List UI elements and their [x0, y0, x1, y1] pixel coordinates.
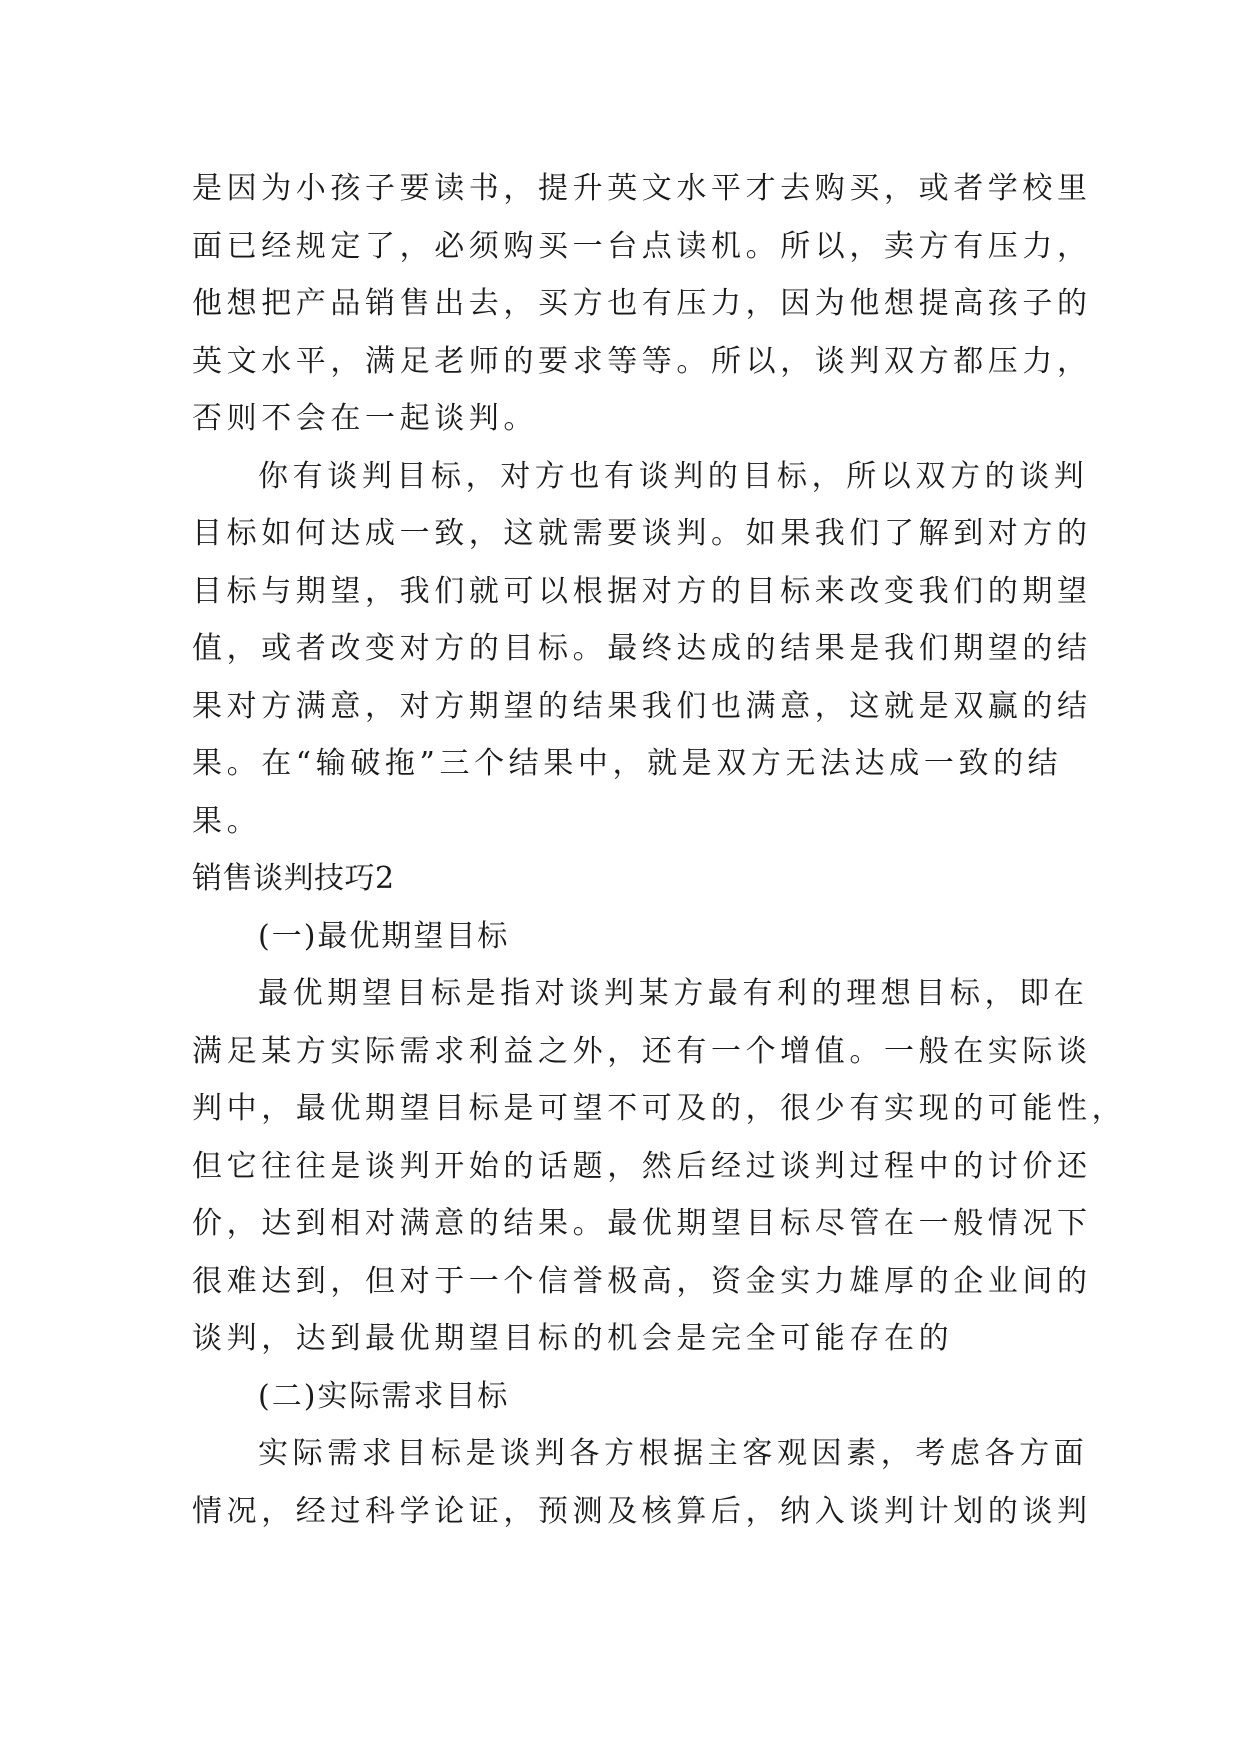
paragraph-start-line: 你有谈判目标，对方也有谈判的目标，所以双方的谈判	[258, 458, 1089, 494]
text-line: 英文水平，满足老师的要求等等。所以，谈判双方都压力，	[192, 343, 1092, 379]
text-line: 满足某方实际需求利益之外，还有一个增值。一般在实际谈	[192, 1033, 1092, 1069]
text-line: 果对方满意，对方期望的结果我们也满意，这就是双赢的结	[192, 688, 1092, 724]
section-heading: 销售谈判技巧2	[192, 861, 395, 896]
paragraph-start-line: 实际需求目标是谈判各方根据主客观因素，考虑各方面	[258, 1436, 1089, 1471]
sub-heading: (二)实际需求目标	[258, 1378, 510, 1414]
text-line: 目标如何达成一致，这就需要谈判。如果我们了解到对方的	[192, 516, 1092, 551]
text-line: 但它往往是谈判开始的话题，然后经过谈判过程中的讨价还	[192, 1148, 1092, 1184]
text-line: 情况，经过科学论证，预测及核算后，纳入谈判计划的谈判	[192, 1493, 1092, 1529]
text-line: 否则不会在一起谈判。	[192, 401, 538, 436]
sub-heading: (一)最优期望目标	[258, 918, 510, 954]
text-line: 果。	[192, 803, 262, 839]
text-line: 目标与期望，我们就可以根据对方的目标来改变我们的期望	[192, 573, 1092, 609]
text-line: 谈判，达到最优期望目标的机会是完全可能存在的	[192, 1321, 954, 1356]
text-line: 是因为小孩子要读书，提升英文水平才去购买，或者学校里	[192, 171, 1092, 206]
text-line: 面已经规定了，必须购买一台点读机。所以，卖方有压力，	[192, 228, 1092, 264]
text-line: 果。在“输破拖”三个结果中，就是双方无法达成一致的结	[192, 746, 1063, 781]
text-line: 他想把产品销售出去，买方也有压力，因为他想提高孩子的	[192, 286, 1092, 321]
document-body	[192, 160, 1127, 1540]
text-line: 价，达到相对满意的结果。最优期望目标尽管在一般情况下	[192, 1206, 1092, 1241]
text-line: 判中，最优期望目标是可望不可及的，很少有实现的可能性，	[192, 1091, 1127, 1126]
text-line: 很难达到，但对于一个信誉极高，资金实力雄厚的企业间的	[192, 1263, 1092, 1299]
text-line: 值，或者改变对方的目标。最终达成的结果是我们期望的结	[192, 631, 1092, 666]
paragraph-start-line: 最优期望目标是指对谈判某方最有利的理想目标，即在	[258, 976, 1089, 1011]
